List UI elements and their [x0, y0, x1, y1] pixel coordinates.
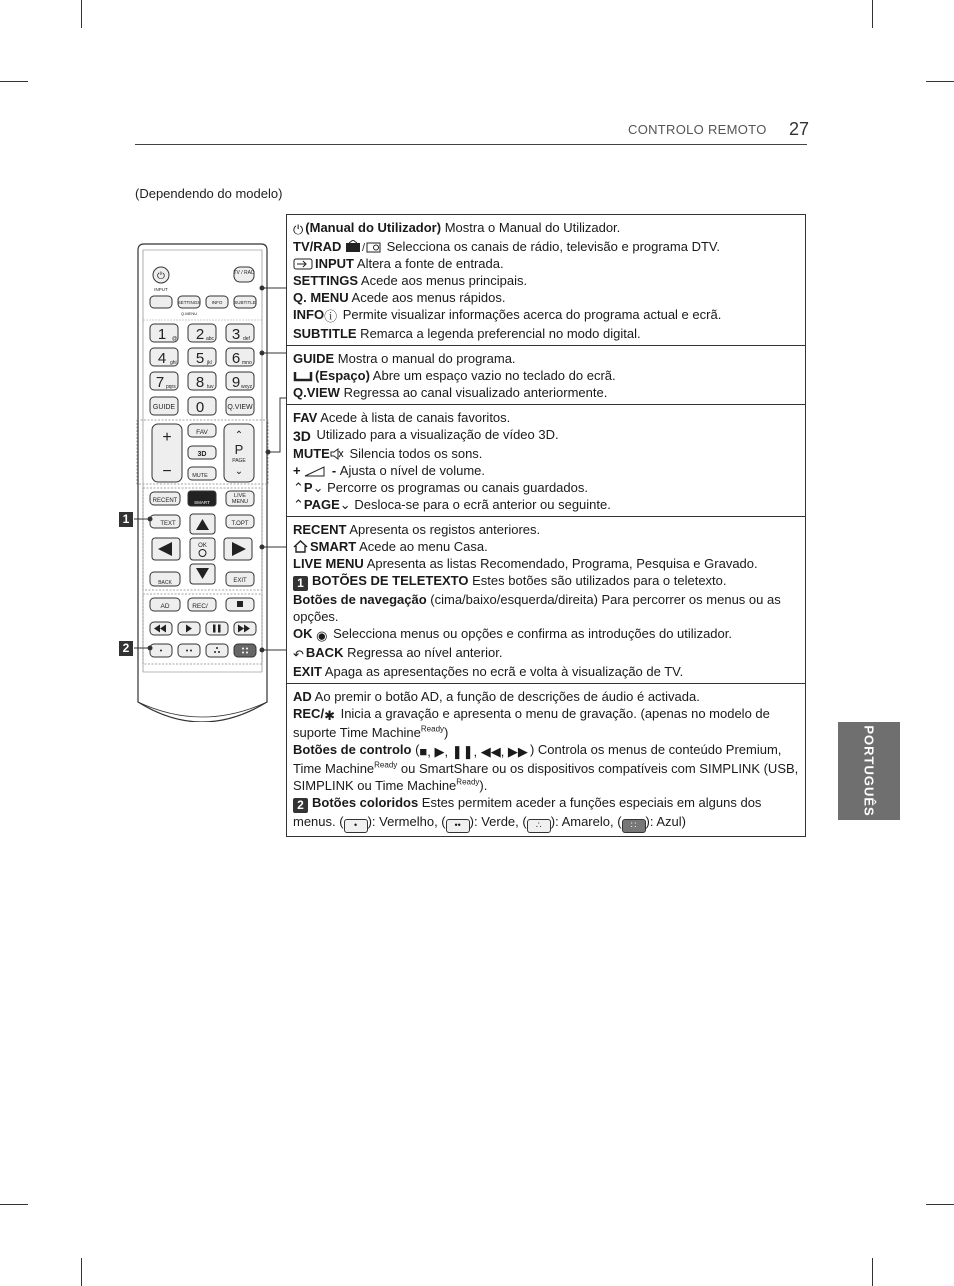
svg-text:PAGE: PAGE	[232, 458, 246, 464]
info-icon: ⓘ	[324, 309, 338, 324]
section-volume-program	[287, 405, 805, 517]
ok-icon: ◉	[316, 628, 328, 643]
chevron-down-icon: ⌄	[339, 497, 351, 512]
callout-1-badge: 1	[293, 576, 308, 591]
svg-text:OK: OK	[198, 543, 207, 549]
description-table	[286, 214, 806, 837]
list-item: (Espaço) Abre um espaço vazio no teclado do ecrã.	[293, 367, 799, 384]
callout-2-badge: 2	[293, 798, 308, 813]
svg-text:AD: AD	[160, 603, 170, 610]
mute-icon	[330, 448, 344, 460]
list-item: AD Ao premir o botão AD, a função de descrições de áudio é activada.	[293, 689, 700, 704]
svg-text:SUBTITLE: SUBTITLE	[234, 300, 256, 305]
yellow-button-icon: ∴	[527, 819, 551, 833]
svg-text:6: 6	[231, 350, 241, 367]
svg-text:T.OPT: T.OPT	[231, 521, 249, 527]
power-icon: ⏻	[293, 222, 304, 237]
svg-text:pqrs: pqrs	[166, 384, 176, 390]
3d-icon: 3D	[293, 428, 311, 444]
svg-text:EXIT: EXIT	[233, 578, 247, 584]
blue-button-icon: ∷	[622, 819, 646, 833]
svg-text:Q.VIEW: Q.VIEW	[227, 404, 253, 411]
svg-text:INFO: INFO	[211, 300, 223, 305]
language-tab-label: PORTUGUÊS	[861, 725, 877, 817]
list-item: Botões de navegação (cima/baixo/esquerda/direita) Para percorrer os menus ou as opções.	[293, 592, 781, 624]
list-item: ⌃PAGE⌄ Desloca-se para o ecrã anterior ou seguinte.	[293, 497, 611, 512]
svg-text:+: +	[162, 429, 172, 446]
list-item: MUTE Silencia todos os sons.	[293, 446, 483, 461]
svg-text:wxyz: wxyz	[241, 384, 253, 390]
list-item: 1 BOTÕES DE TELETEXTO Estes botões são utilizados para o teletexto.	[293, 572, 799, 591]
chevron-up-icon: ⌃	[293, 480, 304, 495]
list-item: GUIDE Mostra o manual do programa.	[293, 351, 516, 366]
svg-text:mno: mno	[242, 360, 252, 366]
chevron-up-icon: ⌃	[293, 497, 304, 512]
list-item: TV/RAD / Selecciona os canais de rádio, televisão e programa DTV.	[293, 239, 720, 254]
svg-text:Q.MENU: Q.MENU	[181, 311, 197, 316]
red-button-icon: •	[344, 819, 368, 833]
list-item: INFOⓘ Permite visualizar informações acerca do programa actual e ecrã.	[293, 307, 722, 324]
svg-text:1: 1	[157, 326, 167, 343]
home-icon	[293, 540, 308, 553]
control-icons: ■, ▶, ❚❚, ◀◀, ▶▶	[419, 744, 528, 759]
list-item: SUBTITLE Remarca a legenda preferencial no modo digital.	[293, 326, 641, 341]
list-item: Q. MENU Acede aos menus rápidos.	[293, 290, 506, 305]
svg-text:jkl: jkl	[207, 360, 212, 366]
list-item: RECENT Apresenta os registos anteriores.	[293, 522, 541, 537]
green-button-icon: ••	[446, 819, 470, 833]
svg-text:⌃: ⌃	[234, 430, 244, 441]
svg-text:2: 2	[195, 326, 205, 343]
svg-text:TEXT: TEXT	[160, 521, 176, 527]
list-item: EXIT Apaga as apresentações no ecrã e volta à visualização de TV.	[293, 664, 684, 679]
list-item: 3D Utilizado para a visualização de vídeo 3D.	[293, 427, 559, 444]
list-item: Botões de controlo (■, ▶, ❚❚, ◀◀, ▶▶ ) Controla os menus de conteúdo Premium, Time Machine$^{Ready}$ ou SmartShare ou os dispositivos compatíveis com SIMPLINK (USB, SIMPLINK ou Time Machine$^{Ready}$).	[293, 742, 799, 793]
list-item: LIVE MENU Apresenta as listas Recomendado, Programa, Pesquisa e Gravado.	[293, 556, 758, 571]
svg-text:LIVE: LIVE	[234, 493, 246, 499]
svg-text:0: 0	[195, 399, 205, 416]
volume-icon	[304, 465, 326, 477]
list-item: 2 Botões coloridos Estes permitem aceder a funções especiais em alguns dos menus. ( • ): Vermelho, ( •• ): Verde, ( ∴ ): Amarelo, ( ∷ ): Azul)	[293, 794, 799, 833]
model-note: (Dependendo do modelo)	[135, 186, 283, 201]
svg-text:9: 9	[231, 374, 241, 391]
svg-text:P: P	[234, 442, 244, 457]
svg-text:TV / RAD: TV / RAD	[233, 270, 255, 276]
list-item: INPUT Altera a fonte de entrada.	[293, 255, 799, 272]
svg-text:INPUT: INPUT	[154, 287, 168, 292]
svg-text:⌄: ⌄	[234, 466, 244, 477]
svg-text:/: /	[362, 242, 366, 253]
input-icon	[293, 258, 313, 270]
list-item: ⌃P⌄ Percorre os programas ou canais guardados.	[293, 480, 588, 495]
callout-2: 2	[119, 641, 133, 656]
list-item: SMART Acede ao menu Casa.	[293, 538, 799, 555]
list-item: REC/✱ Inicia a gravação e apresenta o menu de gravação. (apenas no modelo de suporte Time Machine$^{Ready}$)	[293, 706, 770, 740]
section-number-keys	[287, 346, 805, 405]
svg-text:SMART: SMART	[194, 500, 210, 505]
svg-text:SETTINGS: SETTINGS	[177, 300, 201, 305]
section-playback-color	[287, 684, 805, 836]
svg-text:⏻: ⏻	[157, 271, 165, 282]
svg-text:7: 7	[155, 374, 165, 391]
svg-text:−: −	[162, 463, 172, 480]
svg-text:8: 8	[195, 374, 205, 391]
svg-text:GUIDE: GUIDE	[152, 404, 176, 411]
page-number: 27	[789, 119, 810, 139]
list-item: OK ◉ Selecciona menus ou opções e confirma as introduções do utilizador.	[293, 626, 732, 643]
back-icon: ↶	[293, 647, 304, 662]
list-item: Q.VIEW Regressa ao canal visualizado anteriormente.	[293, 385, 608, 400]
svg-text:5: 5	[195, 350, 205, 367]
svg-text:BACK: BACK	[158, 580, 172, 586]
section-top-buttons	[287, 215, 805, 346]
svg-text:REC/: REC/	[192, 603, 208, 610]
svg-text:ghi: ghi	[170, 360, 177, 366]
svg-text:def: def	[243, 336, 250, 342]
section-title: CONTROLO REMOTO	[628, 122, 767, 137]
svg-text:FAV: FAV	[196, 429, 208, 436]
list-item: + - Ajusta o nível de volume.	[293, 463, 486, 478]
list-item: ⏻ (Manual do Utilizador) Mostra o Manual do Utilizador.	[293, 220, 621, 237]
callout-1: 1	[119, 512, 133, 527]
chevron-down-icon: ⌄	[312, 480, 324, 495]
svg-text:MUTE: MUTE	[192, 473, 208, 479]
svg-text:@: @	[172, 336, 178, 342]
svg-text:RECENT: RECENT	[152, 498, 178, 504]
svg-text:3D: 3D	[197, 451, 207, 458]
list-item: ↶ BACK Regressa ao nível anterior.	[293, 645, 503, 662]
list-item: SETTINGS Acede aos menus principais.	[293, 273, 528, 288]
svg-text:3: 3	[231, 326, 241, 343]
svg-text:abc: abc	[206, 336, 215, 342]
tv-rad-icon	[345, 240, 381, 253]
svg-text:4: 4	[157, 350, 167, 367]
list-item: FAV Acede à lista de canais favoritos.	[293, 410, 511, 425]
svg-text:tuv: tuv	[207, 384, 214, 390]
space-icon	[293, 370, 313, 382]
svg-text:MENU: MENU	[231, 499, 249, 505]
section-smart-navigation	[287, 517, 805, 684]
asterisk-icon: ✱	[324, 708, 335, 723]
